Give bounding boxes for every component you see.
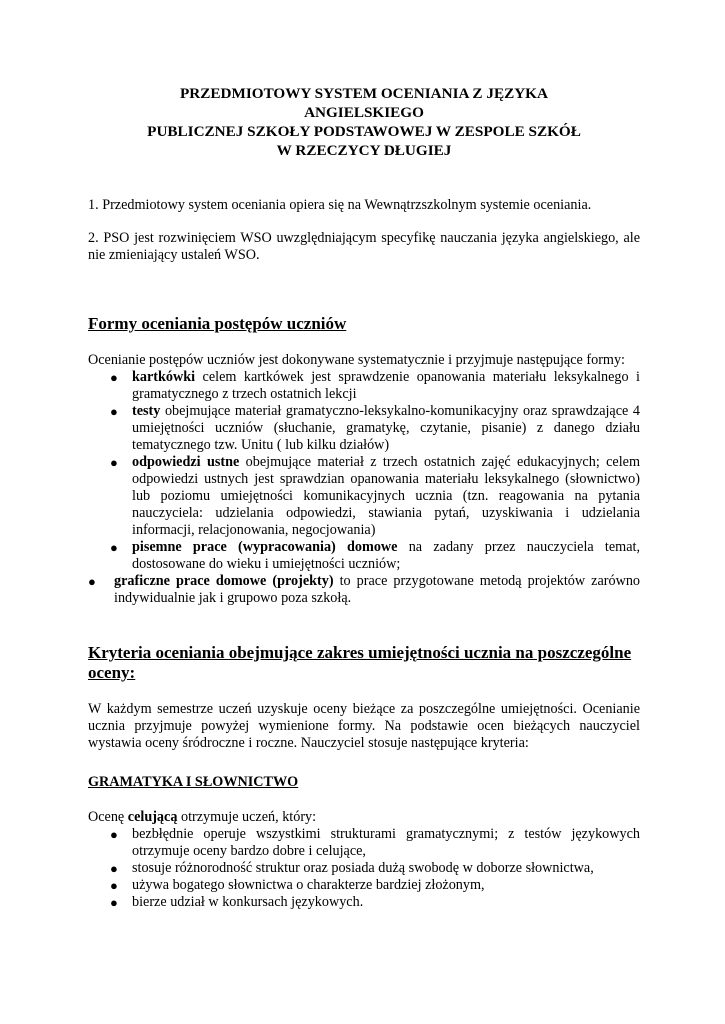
form-text: na zadany przez nauczyciela temat, dostosowane do wieku i umiejętności uczniów; (132, 539, 640, 572)
bullet-icon: ● (110, 540, 118, 555)
grammar-lead-pre: Ocenę (88, 809, 128, 825)
bullet-icon: ● (110, 895, 118, 910)
grammar-lead-post: otrzymuje uczeń, który: (177, 809, 317, 825)
form-term: testy (132, 403, 161, 419)
intro-paragraph-2: 2. PSO jest rozwinięciem WSO uwzględniającym specyfikę nauczania języka angielskiego, ale nie zmieniający ustaleń WSO. (88, 230, 640, 263)
criteria-heading: Kryteria oceniania obejmujące zakres umiejętności ucznia na poszczególne oceny: (88, 643, 632, 682)
list-item (88, 403, 640, 454)
list-item (88, 826, 640, 860)
title-line-2: ANGIELSKIEGO (304, 104, 424, 121)
grammar-heading: GRAMATYKA I SŁOWNICTWO (88, 774, 299, 790)
title-line-4: W RZECZYCY DŁUGIEJ (276, 142, 452, 159)
form-term: odpowiedzi ustne (132, 454, 240, 470)
title-line-1: PRZEDMIOTOWY SYSTEM OCENIANIA Z JĘZYKA (180, 85, 548, 102)
grammar-lead-grade: celującą (127, 809, 178, 825)
criteria-paragraph: W każdym semestrze uczeń uzyskuje oceny bieżące za poszczególne umiejętności. Ocenianie ucznia przyjmuje powyżej wymienione formy. Na podstawie ocen bieżących nauczyciel wystawia oceny śródroczne i roczne. Nauczyciel stosuje następujące kryteria: (88, 701, 640, 751)
bullet-icon: ● (110, 878, 118, 893)
form-text: obejmujące materiał z trzech ostatnich zajęć edukacyjnych; celem odpowiedzi ustnych jest sprawdzian opanowania materiału leksykalnego (słownictwo) lub poziomu umiejętności komunikacyjnych ucznia (tzn. reagowania na pytania nauczyciela: udzielania odpowiedzi, stawiania pytań, uzyskiwania i udzielania informacji, relacjonowania, negocjowania) (132, 454, 641, 538)
list-item (88, 454, 640, 539)
list-item (88, 573, 640, 607)
forms-lead: Ocenianie postępów uczniów jest dokonywane systematycznie i przyjmuje następujące formy: (88, 352, 625, 368)
list-item (88, 894, 640, 911)
criterion-text: bierze udział w konkursach językowych. (132, 894, 364, 910)
bullet-icon: ● (110, 827, 118, 842)
list-item (88, 860, 640, 877)
bullet-icon: ● (88, 574, 96, 589)
form-text: to prace przygotowane metodą projektów zarówno indywidualnie jak i grupowo poza szkołą. (114, 573, 641, 606)
form-term: graficzne prace domowe (projekty) (114, 573, 334, 589)
document-title (88, 84, 640, 160)
title-line-3: PUBLICZNEJ SZKOŁY PODSTAWOWEJ W ZESPOLE SZKÓŁ (147, 123, 581, 140)
list-item (88, 369, 640, 403)
forms-heading: Formy oceniania postępów uczniów (88, 314, 347, 333)
list-item (88, 539, 640, 573)
intro-paragraph-1: 1. Przedmiotowy system oceniania opiera się na Wewnątrzszkolnym systemie oceniania. (88, 197, 592, 213)
list-item (88, 877, 640, 894)
form-term: pisemne prace (wypracowania) domowe (132, 539, 398, 555)
bullet-icon: ● (110, 455, 118, 470)
bullet-icon: ● (110, 404, 118, 419)
form-text: obejmujące materiał gramatyczno-leksykalno-komunikacyjny oraz sprawdzające 4 umiejętności uczniów (słuchanie, gramatykę, czytanie, pisanie) z danego działu tematycznego tzw. Unitu ( lub kilku działów) (132, 403, 640, 453)
criterion-text: używa bogatego słownictwa o charakterze bardziej złożonym, (132, 877, 485, 893)
criterion-text: bezbłędnie operuje wszystkimi strukturami gramatycznymi; z testów językowych otrzymuje oceny bardzo dobre i celujące, (132, 826, 640, 859)
grammar-list (88, 826, 640, 911)
grammar-lead (88, 809, 640, 826)
criterion-text: stosuje różnorodność struktur oraz posiada dużą swobodę w doborze słownictwa, (132, 860, 594, 876)
bullet-icon: ● (110, 861, 118, 876)
forms-list (88, 369, 640, 607)
document-page (88, 84, 640, 911)
form-term: kartkówki (132, 369, 196, 385)
bullet-icon: ● (110, 370, 118, 385)
form-text: celem kartkówek jest sprawdzenie opanowania materiału leksykalnego i gramatycznego z trzech ostatnich lekcji (132, 369, 640, 402)
